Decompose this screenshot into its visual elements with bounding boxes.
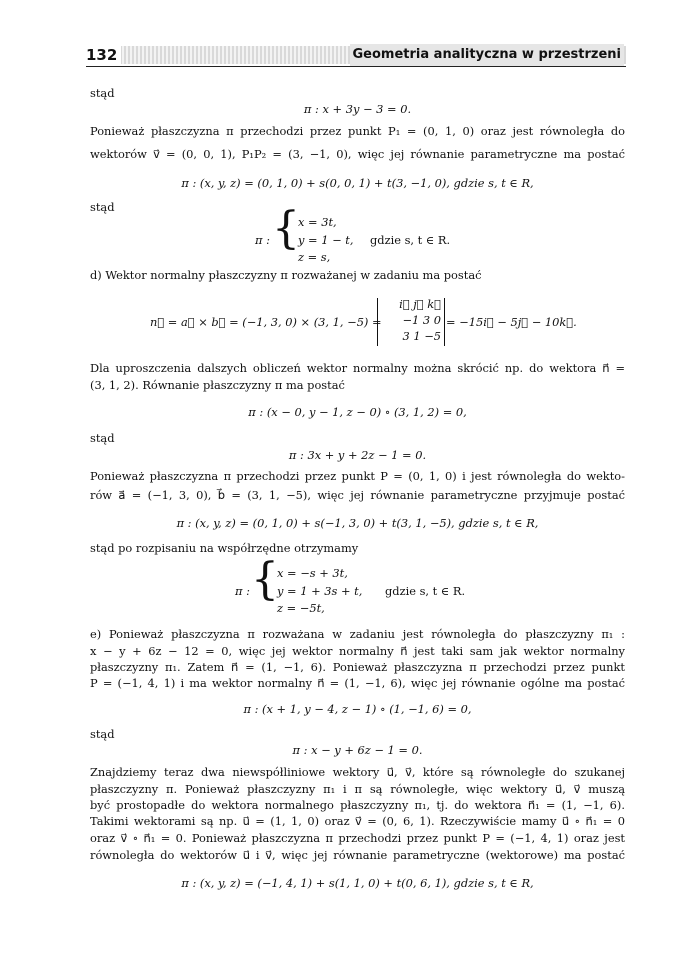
system-row: y = 1 + 3s + t, — [277, 584, 363, 598]
page-number: 132 — [86, 44, 121, 66]
system-label: π : — [255, 233, 270, 247]
text-line: Dla uproszczenia dalszych obliczeń wektor normalny można skrócić np. do wektora n⃗ = — [90, 361, 625, 375]
det-right: = −15i⃗ − 5j⃗ − 10k⃗. — [446, 315, 577, 329]
section-d: d) Wektor normalny płaszczyzny π rozważanej w zadaniu ma postać — [90, 268, 482, 282]
text-line: (3, 1, 2). Równanie płaszczyzny π ma postać — [90, 378, 345, 392]
system-label: π : — [235, 584, 250, 598]
system-row: z = s, — [298, 250, 331, 264]
text-line: stąd — [90, 431, 115, 445]
text-line: płaszczyzny π. Ponieważ płaszczyzny π₁ i π są równoległe, więc wektory u⃗, v⃗ muszą — [90, 782, 625, 796]
running-header — [86, 44, 626, 67]
text-line: Ponieważ płaszczyzna π przechodzi przez punkt P₁ = (0, 1, 0) oraz jest równoległa do — [90, 124, 625, 138]
text-line: wektorów v⃗ = (0, 0, 1), P₁P₂ = (3, −1, 0), więc jej równanie parametryczne ma postać — [90, 147, 625, 161]
system-row: x = −s + 3t, — [277, 566, 348, 580]
text-line: Ponieważ płaszczyzna π przechodzi przez punkt P = (0, 1, 0) i jest równoległa do wekto- — [90, 469, 625, 483]
det-row: 3 1 −5 — [402, 329, 441, 343]
text-line: stąd — [90, 200, 115, 214]
det-left: n⃗ = a⃗ × b⃗ = (−1, 3, 0) × (3, 1, −5) = — [150, 315, 382, 329]
brace-icon: { — [272, 203, 300, 254]
system-row: y = 1 − t, — [298, 233, 354, 247]
equation: π : 3x + y + 2z − 1 = 0. — [288, 448, 427, 462]
det-row: −1 3 0 — [402, 313, 441, 327]
text-line: Takimi wektorami są np. u⃗ = (1, 1, 0) oraz v⃗ = (0, 6, 1). Rzeczywiście mamy u⃗ ∘ n⃗₁ = 0 — [90, 814, 625, 828]
text-line: rów a⃗ = (−1, 3, 0), b⃗ = (3, 1, −5), więc jej równanie parametryczne przyjmuje postać — [90, 488, 625, 502]
system-row: z = −5t, — [277, 601, 325, 615]
text-line: P = (−1, 4, 1) i ma wektor normalny n⃗ = (1, −1, 6), więc jej równanie ogólne ma postać — [90, 676, 625, 690]
equation: π : x + 3y − 3 = 0. — [303, 102, 412, 116]
text-line: x − y + 6z − 12 = 0, więc jej wektor normalny n⃗ jest taki sam jak wektor normalny — [90, 644, 625, 658]
text-line: stąd po rozpisaniu na współrzędne otrzymamy — [90, 541, 359, 555]
system-condition: gdzie s, t ∈ R. — [385, 584, 466, 598]
text-line: stąd — [90, 86, 115, 100]
equation: π : (x + 1, y − 4, z − 1) ∘ (1, −1, 6) = 0, — [243, 702, 472, 716]
system-condition: gdzie s, t ∈ R. — [370, 233, 451, 247]
text-line: stąd — [90, 727, 115, 741]
text-line: oraz v⃗ ∘ n⃗₁ = 0. Ponieważ płaszczyzna π przechodzi przez punkt P = (−1, 4, 1) oraz jest — [90, 831, 625, 845]
det-row: i⃗ j⃗ k⃗ — [399, 297, 441, 311]
equation: π : x − y + 6z − 1 = 0. — [292, 743, 423, 757]
equation: π : (x, y, z) = (0, 1, 0) + s(0, 0, 1) + t(3, −1, 0), gdzie s, t ∈ R, — [181, 176, 534, 190]
text-line: Znajdziemy teraz dwa niewspółliniowe wektory u⃗, v⃗, które są równoległe do szukanej — [90, 765, 625, 779]
equation: π : (x − 0, y − 1, z − 0) ∘ (3, 1, 2) = 0, — [248, 405, 467, 419]
chapter-title: Geometria analityczna w przestrzeni — [350, 44, 624, 66]
brace-icon: { — [251, 554, 279, 605]
equation: π : (x, y, z) = (−1, 4, 1) + s(1, 1, 0) + t(0, 6, 1), gdzie s, t ∈ R, — [181, 876, 534, 890]
determinant — [377, 298, 445, 346]
section-e: e) Ponieważ płaszczyzna π rozważana w zadaniu jest równoległa do płaszczyzny π₁ : — [90, 627, 625, 641]
system-row: x = 3t, — [298, 215, 337, 229]
text-line: równoległa do wektorów u⃗ i v⃗, więc jej równanie parametryczne (wektorowe) ma postać — [90, 848, 625, 862]
text-line: być prostopadłe do wektora normalnego płaszczyzny π₁, tj. do wektora n⃗₁ = (1, −1, 6). — [90, 798, 625, 812]
text-line: płaszczyzny π₁. Zatem n⃗ = (1, −1, 6). Ponieważ płaszczyzna π przechodzi przez punkt — [90, 660, 625, 674]
equation: π : (x, y, z) = (0, 1, 0) + s(−1, 3, 0) + t(3, 1, −5), gdzie s, t ∈ R, — [176, 516, 539, 530]
